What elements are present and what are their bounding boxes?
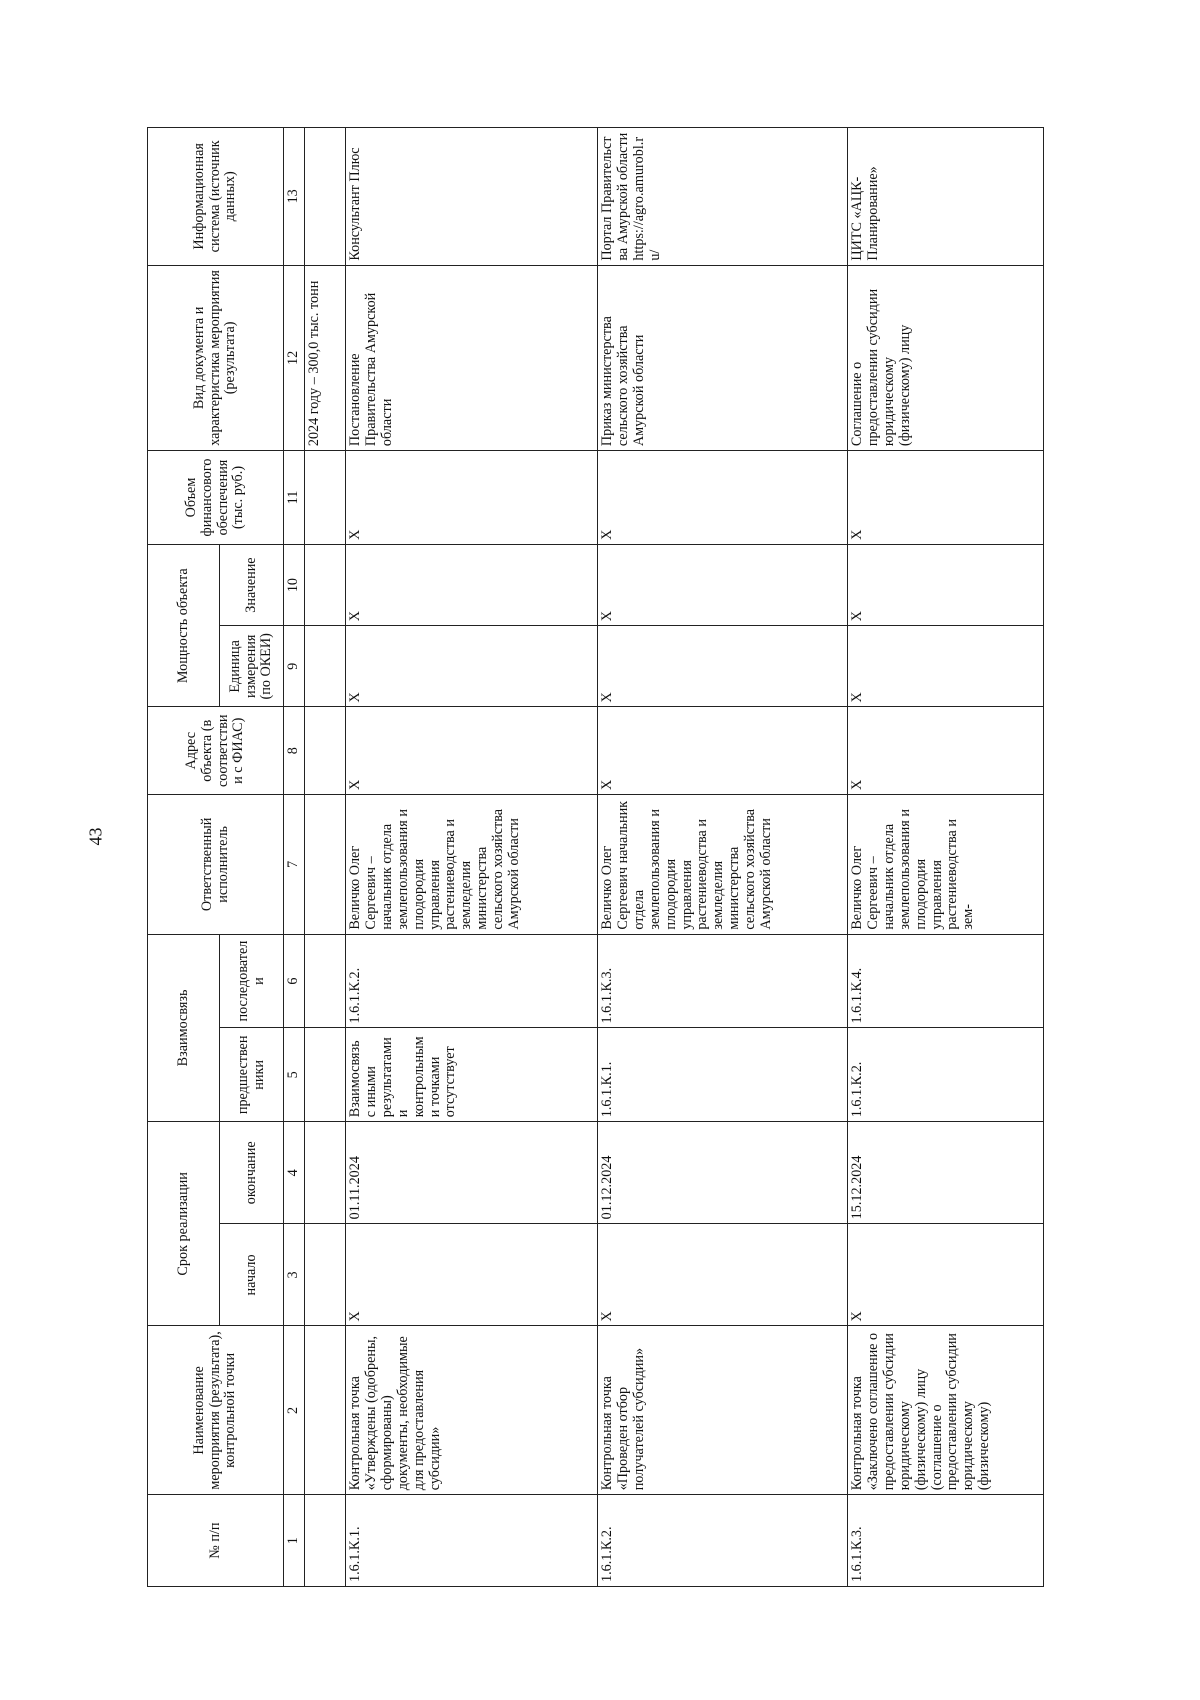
- page-number: 43: [85, 827, 106, 846]
- col-number: 8: [284, 707, 305, 795]
- row-end: 01.11.2024: [346, 1122, 598, 1224]
- header-address: Адрес объекта (в соответствии с ФИАС): [148, 707, 284, 795]
- row-name: Контрольная точка «Проведен отбор получателей субсидии»: [598, 1326, 848, 1495]
- table-row: [305, 128, 346, 1587]
- col-number: 3: [284, 1224, 305, 1326]
- col-number: 10: [284, 544, 305, 625]
- header-term: Срок реализации: [148, 1122, 220, 1326]
- row-responsible: Величко Олег Сергеевич начальник отдела землепользования и плодородия управления растениеводства и земледелия министерства сельского хозяйства Амурской области: [598, 795, 848, 935]
- row-successors: 1.6.1.К.2.: [346, 934, 598, 1028]
- row-predecessors: 1.6.1.К.1.: [598, 1028, 848, 1122]
- row-finance: Х: [598, 451, 848, 545]
- row-address: Х: [346, 707, 598, 795]
- col-number: 5: [284, 1028, 305, 1122]
- col-number: 6: [284, 934, 305, 1028]
- row-infosys: Консультант Плюс: [346, 128, 598, 266]
- header-value: Значение: [220, 544, 284, 625]
- row-name: Контрольная точка «Заключено соглашение о предоставлении субсидии юридическому (физическому) лицу (соглашение о предоставлении субсидии юридическому (физическому): [848, 1326, 1044, 1495]
- col-number: 11: [284, 451, 305, 545]
- plan-table: [147, 127, 1044, 1587]
- row-unit: Х: [848, 626, 1044, 707]
- row-unit: Х: [346, 626, 598, 707]
- header-relation: Взаимосвязь: [148, 934, 220, 1122]
- row-start: Х: [598, 1224, 848, 1326]
- row-predecessors: 1.6.1.К.2.: [848, 1028, 1044, 1122]
- header-end: окончание: [220, 1122, 284, 1224]
- header-infosys: Информационная система (источник данных): [148, 128, 284, 266]
- header-capacity: Мощность объекта: [148, 544, 220, 707]
- rotated-table-container: [147, 127, 1085, 1587]
- row-infosys: ЦИТС «АЦК-Планирование»: [848, 128, 1044, 266]
- col-number: 1: [284, 1495, 305, 1587]
- row-num: 1.6.1.К.2.: [598, 1495, 848, 1587]
- row-start: Х: [848, 1224, 1044, 1326]
- row-end: 15.12.2024: [848, 1122, 1044, 1224]
- row-value: Х: [848, 544, 1044, 625]
- header-predecessors: предшественники: [220, 1028, 284, 1122]
- header-responsible: Ответственный исполнитель: [148, 795, 284, 935]
- header-finance: Объем финансового обеспечения (тыс. руб.): [148, 451, 284, 545]
- header-doctype: Вид документа и характеристика мероприятия (результата): [148, 265, 284, 450]
- row-unit: Х: [598, 626, 848, 707]
- row-doctype: 2024 году – 300,0 тыс. тонн: [305, 265, 346, 450]
- row-name: Контрольная точка «Утверждены (одобрены, сформированы) документы, необходимые для предоставления субсидии»: [346, 1326, 598, 1495]
- row-predecessors: Взаимосвязь с иными результатами и контрольными точками отсутствует: [346, 1028, 598, 1122]
- row-value: Х: [346, 544, 598, 625]
- row-successors: 1.6.1.К.4.: [848, 934, 1044, 1028]
- column-number-row: [284, 128, 305, 1587]
- col-number: 13: [284, 128, 305, 266]
- row-doctype: Постановление Правительства Амурской области: [346, 265, 598, 450]
- row-doctype: Соглашение о предоставлении субсидии юридическому (физическому) лицу: [848, 265, 1044, 450]
- col-number: 2: [284, 1326, 305, 1495]
- row-address: Х: [598, 707, 848, 795]
- row-infosys: Портал Правительства Амурской области https://agro.amurobl.ru/: [598, 128, 848, 266]
- row-num: 1.6.1.К.3.: [848, 1495, 1044, 1587]
- header-start: начало: [220, 1224, 284, 1326]
- row-num: 1.6.1.К.1.: [346, 1495, 598, 1587]
- row-value: Х: [598, 544, 848, 625]
- row-successors: 1.6.1.К.3.: [598, 934, 848, 1028]
- row-end: 01.12.2024: [598, 1122, 848, 1224]
- col-number: 9: [284, 626, 305, 707]
- header-num: № п/п: [148, 1495, 284, 1587]
- row-address: Х: [848, 707, 1044, 795]
- row-finance: Х: [346, 451, 598, 545]
- col-number: 4: [284, 1122, 305, 1224]
- col-number: 7: [284, 795, 305, 935]
- header-name: Наименование мероприятия (результата), контрольной точки: [148, 1326, 284, 1495]
- table-row: [346, 128, 598, 1587]
- row-doctype: Приказ министерства сельского хозяйства Амурской области: [598, 265, 848, 450]
- row-finance: Х: [848, 451, 1044, 545]
- row-responsible: Величко Олег Сергеевич – начальник отдела землепользования и плодородия управления растениеводства и земледелия министерства сельского хозяйства Амурской области: [346, 795, 598, 935]
- col-number: 12: [284, 265, 305, 450]
- table-row: [598, 128, 848, 1587]
- table-row: [848, 128, 1044, 1587]
- header-unit: Единица измерения (по ОКЕИ): [220, 626, 284, 707]
- row-responsible: Величко Олег Сергеевич – начальник отдела землепользования и плодородия управления растениеводства и зем-: [848, 795, 1044, 935]
- header-successors: последователи: [220, 934, 284, 1028]
- row-start: Х: [346, 1224, 598, 1326]
